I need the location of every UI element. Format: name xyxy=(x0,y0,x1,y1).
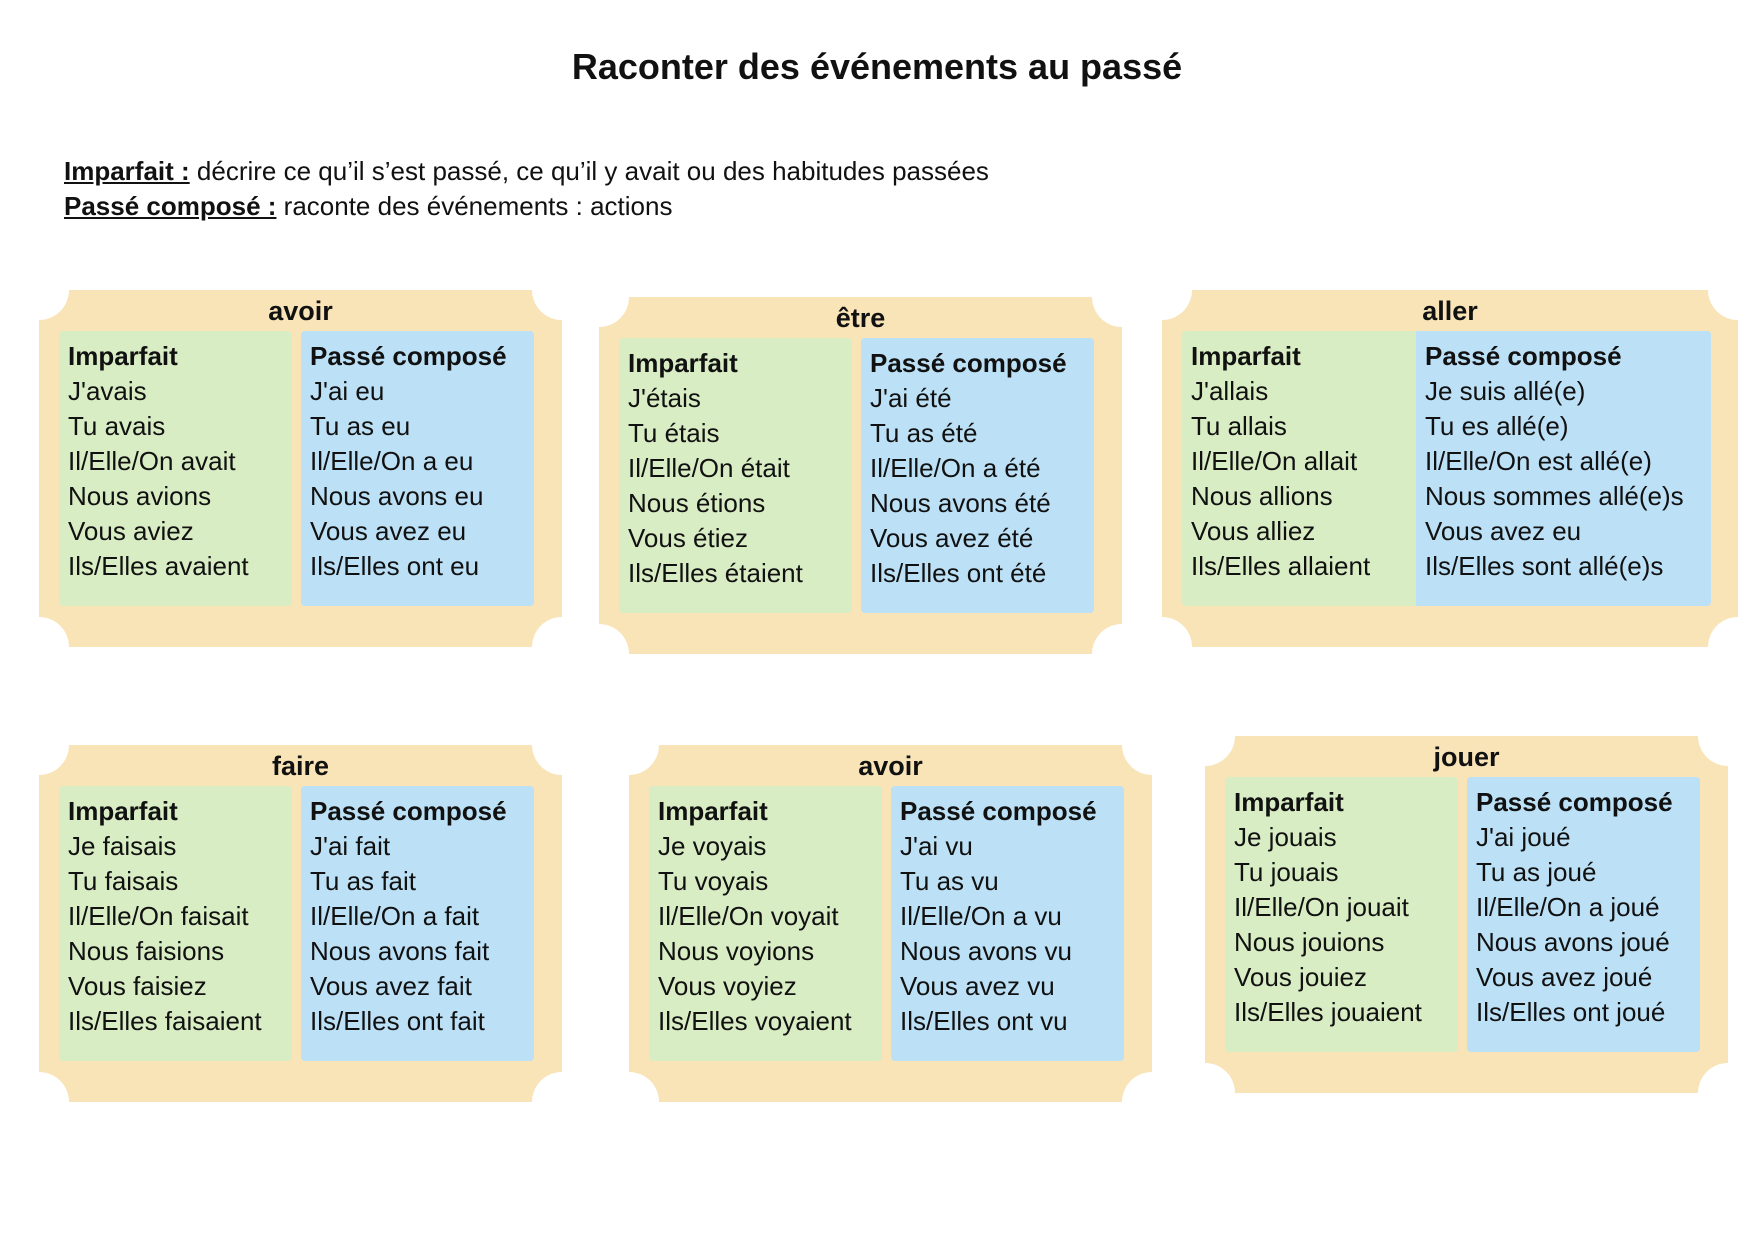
conjugation-line: J'ai vu xyxy=(900,831,973,861)
verb-title: avoir xyxy=(268,296,333,326)
corner-notch xyxy=(9,1072,69,1132)
conjugation-line: Il/Elle/On a joué xyxy=(1476,892,1660,922)
conjugation-line: Ils/Elles avaient xyxy=(68,551,249,581)
conjugation-line: Nous voyions xyxy=(658,936,815,966)
conjugation-line: Il/Elle/On faisait xyxy=(68,901,249,931)
corner-notch xyxy=(599,1072,659,1132)
imparfait-panel xyxy=(649,786,882,1061)
passe-compose-panel xyxy=(891,786,1124,1061)
verb-title: jouer xyxy=(1433,742,1500,772)
passe-compose-panel xyxy=(1467,777,1700,1052)
conjugation-line: Vous étiez xyxy=(628,523,748,553)
tense-header: Passé composé xyxy=(310,796,507,826)
conjugation-line: Tu jouais xyxy=(1234,857,1339,887)
conjugation-line: Ils/Elles ont été xyxy=(870,558,1047,588)
conjugation-line: J'ai fait xyxy=(310,831,391,861)
conjugation-line: Il/Elle/On avait xyxy=(68,446,236,476)
page-title: Raconter des événements au passé xyxy=(571,46,1183,87)
corner-notch xyxy=(1132,617,1192,677)
conjugation-line: Il/Elle/On a eu xyxy=(310,446,474,476)
imparfait-panel xyxy=(59,331,292,606)
conjugation-line: Ils/Elles étaient xyxy=(628,558,803,588)
conjugation-line: Ils/Elles ont joué xyxy=(1476,997,1666,1027)
conjugation-line: J'ai eu xyxy=(310,376,385,406)
passe-compose-panel xyxy=(861,338,1094,613)
conjugation-line: Vous avez fait xyxy=(310,971,472,1001)
conjugation-line: Je faisais xyxy=(68,831,177,861)
intro-imparfait xyxy=(64,156,989,187)
conjugation-line: J'ai joué xyxy=(1476,822,1571,852)
conjugation-line: Vous avez joué xyxy=(1476,962,1653,992)
conjugation-line: J'étais xyxy=(628,383,701,413)
conjugation-line: Ils/Elles ont eu xyxy=(310,551,480,581)
conjugation-card xyxy=(39,745,562,1102)
corner-notch xyxy=(9,617,69,677)
conjugation-line: Ils/Elles ont vu xyxy=(900,1006,1068,1036)
conjugation-line: Nous avons été xyxy=(870,488,1051,518)
corner-notch xyxy=(1708,617,1754,677)
corner-notch xyxy=(1698,1063,1754,1123)
conjugation-line: Nous avons eu xyxy=(310,481,484,511)
intro-label: Imparfait : xyxy=(64,156,190,186)
tense-header: Passé composé xyxy=(900,796,1097,826)
imparfait-panel xyxy=(59,786,292,1061)
conjugation-line: Il/Elle/On est allé(e) xyxy=(1425,446,1652,476)
tense-header: Passé composé xyxy=(1476,787,1673,817)
corner-notch xyxy=(1175,1063,1235,1123)
tense-header: Imparfait xyxy=(1234,787,1344,817)
conjugation-line: Tu as joué xyxy=(1476,857,1597,887)
imparfait-panel xyxy=(619,338,852,613)
conjugation-line: Il/Elle/On allait xyxy=(1191,446,1358,476)
conjugation-line: Tu faisais xyxy=(68,866,179,896)
corner-notch xyxy=(532,1072,592,1132)
conjugation-line: Nous allions xyxy=(1191,481,1333,511)
intro-text: raconte des événements : actions xyxy=(276,191,673,221)
conjugation-line: Ils/Elles faisaient xyxy=(68,1006,262,1036)
conjugation-line: J'allais xyxy=(1191,376,1269,406)
conjugation-line: Nous avions xyxy=(68,481,212,511)
conjugation-card xyxy=(1162,290,1738,647)
conjugation-line: Il/Elle/On a été xyxy=(870,453,1041,483)
verb-title: faire xyxy=(271,751,330,781)
conjugation-line: Je jouais xyxy=(1234,822,1337,852)
conjugation-line: Tu es allé(e) xyxy=(1425,411,1569,441)
conjugation-line: Tu as été xyxy=(870,418,978,448)
conjugation-line: J'ai été xyxy=(870,383,952,413)
conjugation-line: Ils/Elles voyaient xyxy=(658,1006,852,1036)
imparfait-panel xyxy=(1182,331,1416,606)
tense-header: Passé composé xyxy=(870,348,1067,378)
conjugation-line: Tu étais xyxy=(628,418,720,448)
tense-header: Imparfait xyxy=(628,348,738,378)
conjugation-line: Ils/Elles ont fait xyxy=(310,1006,485,1036)
conjugation-line: Vous faisiez xyxy=(68,971,207,1001)
conjugation-card xyxy=(599,297,1122,654)
intro-text: décrire ce qu’il s’est passé, ce qu’il y avait ou des habitudes passées xyxy=(189,156,989,186)
conjugation-line: Nous sommes allé(e)s xyxy=(1425,481,1684,511)
conjugation-line: Nous faisions xyxy=(68,936,225,966)
conjugation-line: Je suis allé(e) xyxy=(1425,376,1586,406)
conjugation-line: Tu as eu xyxy=(310,411,411,441)
conjugation-line: Je voyais xyxy=(658,831,767,861)
conjugation-line: Il/Elle/On jouait xyxy=(1234,892,1409,922)
conjugation-card xyxy=(39,290,562,647)
conjugation-line: Vous avez eu xyxy=(1425,516,1582,546)
conjugation-line: Ils/Elles allaient xyxy=(1191,551,1371,581)
conjugation-line: Vous voyiez xyxy=(658,971,797,1001)
corner-notch xyxy=(1122,1072,1182,1132)
conjugation-line: Vous aviez xyxy=(68,516,194,546)
conjugation-line: Nous avons joué xyxy=(1476,927,1670,957)
tense-header: Imparfait xyxy=(68,796,178,826)
conjugation-line: Nous étions xyxy=(628,488,766,518)
conjugation-card xyxy=(629,745,1152,1102)
passe-compose-panel xyxy=(301,331,534,606)
verb-title: être xyxy=(835,303,886,333)
conjugation-line: Vous jouiez xyxy=(1234,962,1367,992)
conjugation-line: Nous avons vu xyxy=(900,936,1072,966)
conjugation-line: J'avais xyxy=(68,376,147,406)
tense-header: Passé composé xyxy=(1425,341,1622,371)
conjugation-line: Tu as fait xyxy=(310,866,416,896)
tense-header: Passé composé xyxy=(310,341,507,371)
tense-header: Imparfait xyxy=(1191,341,1301,371)
conjugation-card xyxy=(1205,736,1728,1093)
conjugation-line: Tu allais xyxy=(1191,411,1287,441)
conjugation-line: Tu as vu xyxy=(900,866,999,896)
conjugation-line: Ils/Elles sont allé(e)s xyxy=(1425,551,1664,581)
conjugation-line: Nous avons fait xyxy=(310,936,490,966)
verb-title: avoir xyxy=(858,751,923,781)
tense-header: Imparfait xyxy=(658,796,768,826)
conjugation-line: Il/Elle/On a vu xyxy=(900,901,1062,931)
tense-header: Imparfait xyxy=(68,341,178,371)
conjugation-line: Tu avais xyxy=(68,411,166,441)
conjugation-line: Vous avez vu xyxy=(900,971,1055,1001)
passe-compose-panel xyxy=(1416,331,1711,606)
conjugation-line: Ils/Elles jouaient xyxy=(1234,997,1422,1027)
conjugation-line: Tu voyais xyxy=(658,866,769,896)
conjugation-line: Vous avez eu xyxy=(310,516,467,546)
conjugation-line: Vous alliez xyxy=(1191,516,1316,546)
intro-label: Passé composé : xyxy=(64,191,277,221)
imparfait-panel xyxy=(1225,777,1458,1052)
passe-compose-panel xyxy=(301,786,534,1061)
conjugation-line: Nous jouions xyxy=(1234,927,1385,957)
conjugation-line: Vous avez été xyxy=(870,523,1034,553)
conjugation-line: Il/Elle/On était xyxy=(628,453,790,483)
intro-passe-compose xyxy=(64,191,672,222)
conjugation-line: Il/Elle/On voyait xyxy=(658,901,839,931)
verb-title: aller xyxy=(1422,296,1478,326)
conjugation-line: Il/Elle/On a fait xyxy=(310,901,480,931)
corner-notch xyxy=(569,624,629,684)
